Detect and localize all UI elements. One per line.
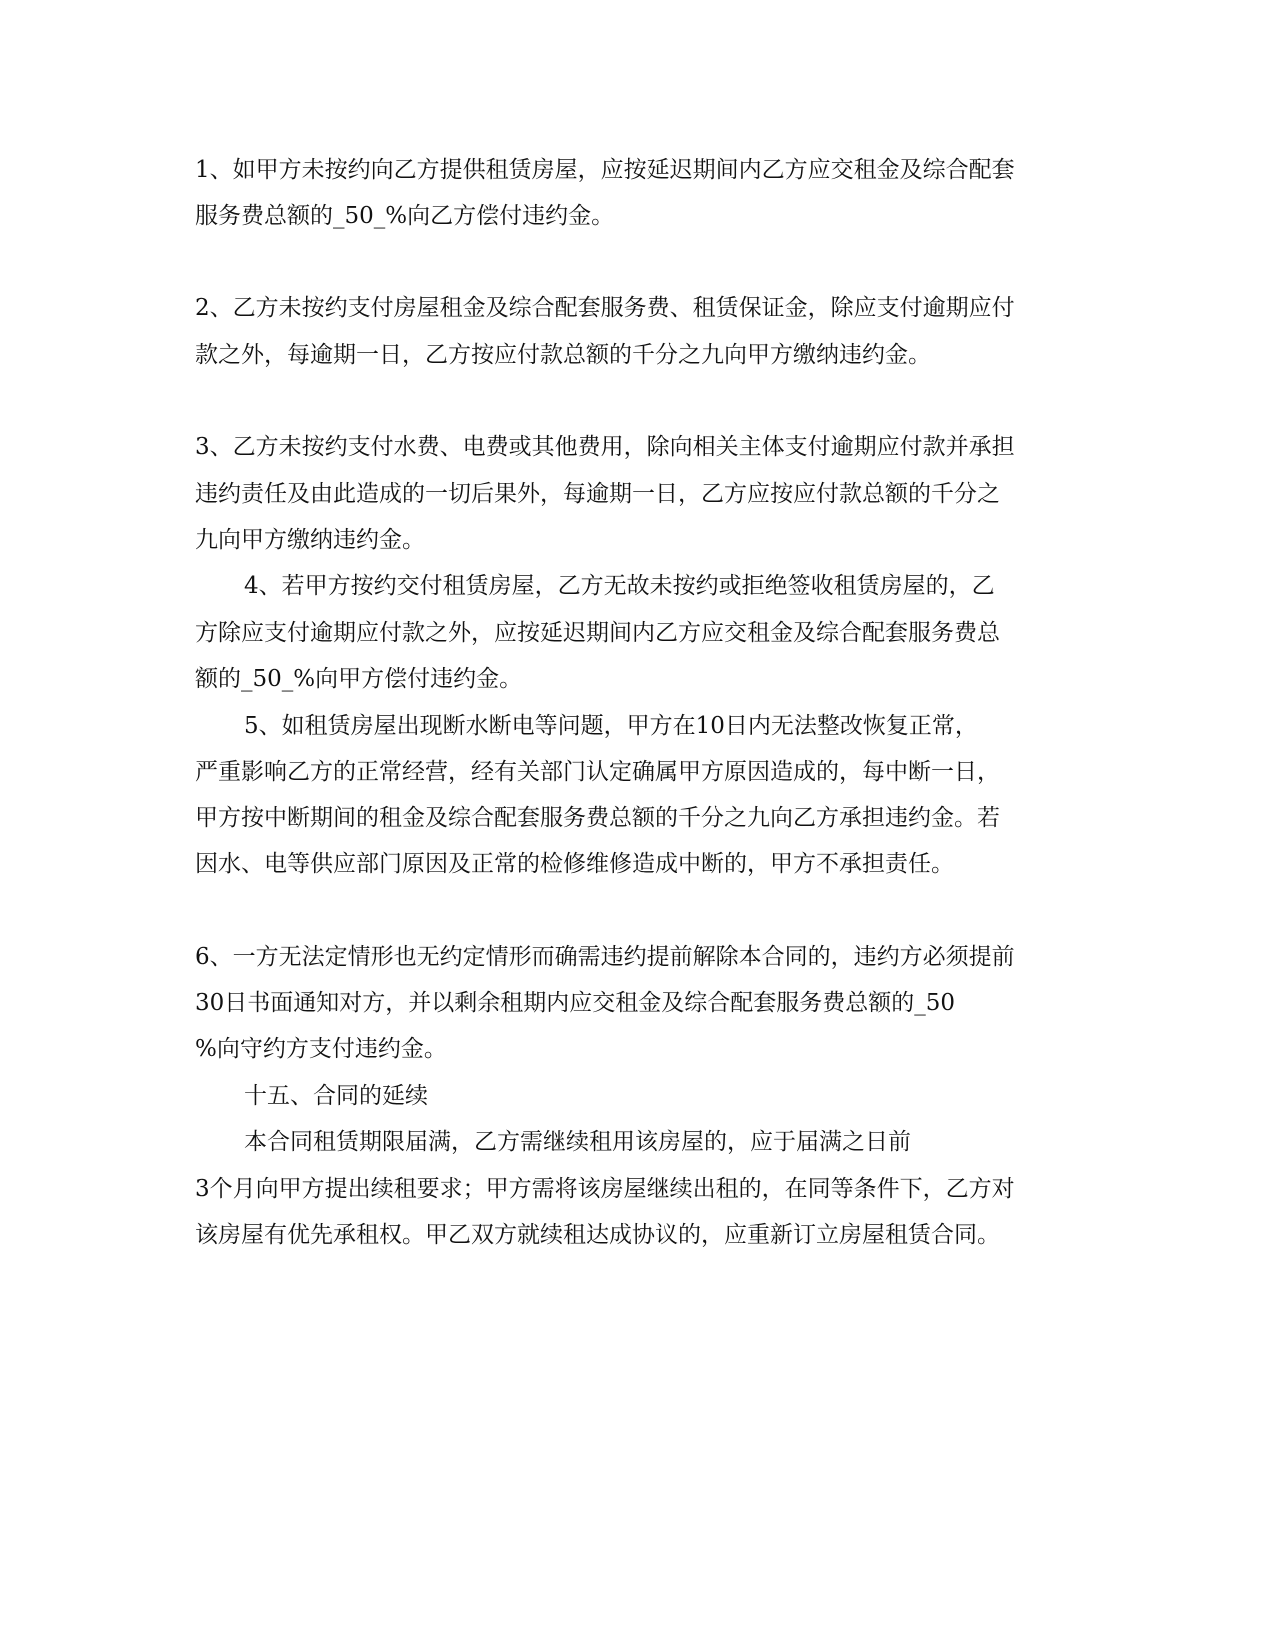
clause-3-line-1: 3、乙方未按约支付水费、电费或其他费用，除向相关主体支付逾期应付款并承担 bbox=[195, 434, 1015, 460]
renewal-line-2: 3个月向甲方提出续租要求；甲方需将该房屋继续出租的，在同等条件下，乙方对 bbox=[195, 1176, 1015, 1202]
clause-6-line-2: 30日书面通知对方，并以剩余租期内应交租金及综合配套服务费总额的_50 bbox=[195, 990, 956, 1016]
clause-4-line-2: 方除应支付逾期应付款之外，应按延迟期间内乙方应交租金及综合配套服务费总 bbox=[195, 620, 1000, 646]
clause-4-line-1: 4、若甲方按约交付租赁房屋，乙方无故未按约或拒绝签收租赁房屋的，乙 bbox=[244, 573, 995, 599]
clause-6-line-1: 6、一方无法定情形也无约定情形而确需违约提前解除本合同的，违约方必须提前 bbox=[195, 944, 1015, 970]
clause-1-line-1: 1、如甲方未按约向乙方提供租赁房屋，应按延迟期间内乙方应交租金及综合配套 bbox=[195, 157, 1015, 183]
renewal-line-3: 该房屋有优先承租权。甲乙双方就续租达成协议的，应重新订立房屋租赁合同。 bbox=[195, 1222, 1000, 1248]
clause-3-line-3: 九向甲方缴纳违约金。 bbox=[195, 527, 425, 553]
renewal-line-1: 本合同租赁期限届满，乙方需继续租用该房屋的，应于届满之日前 bbox=[244, 1129, 911, 1155]
clause-4-line-3: 额的_50_%向甲方偿付违约金。 bbox=[195, 666, 523, 692]
clause-5-line-4: 因水、电等供应部门原因及正常的检修维修造成中断的，甲方不承担责任。 bbox=[195, 851, 954, 877]
clause-2-line-1: 2、乙方未按约支付房屋租金及综合配套服务费、租赁保证金，除应支付逾期应付 bbox=[195, 295, 1015, 321]
clause-5-line-2: 严重影响乙方的正常经营，经有关部门认定确属甲方原因造成的，每中断一日， bbox=[195, 759, 1000, 785]
clause-1-line-2: 服务费总额的_50_%向乙方偿付违约金。 bbox=[195, 203, 615, 229]
clause-5-line-1: 5、如租赁房屋出现断水断电等问题，甲方在10日内无法整改恢复正常， bbox=[244, 713, 978, 739]
clause-3-line-2: 违约责任及由此造成的一切后果外，每逾期一日，乙方应按应付款总额的千分之 bbox=[195, 481, 1000, 507]
clause-6-line-3: %向守约方支付违约金。 bbox=[195, 1036, 447, 1062]
section-heading: 十五、合同的延续 bbox=[244, 1083, 428, 1109]
clause-5-line-3: 甲方按中断期间的租金及综合配套服务费总额的千分之九向乙方承担违约金。若 bbox=[195, 805, 1000, 831]
clause-2-line-2: 款之外，每逾期一日，乙方按应付款总额的千分之九向甲方缴纳违约金。 bbox=[195, 342, 931, 368]
